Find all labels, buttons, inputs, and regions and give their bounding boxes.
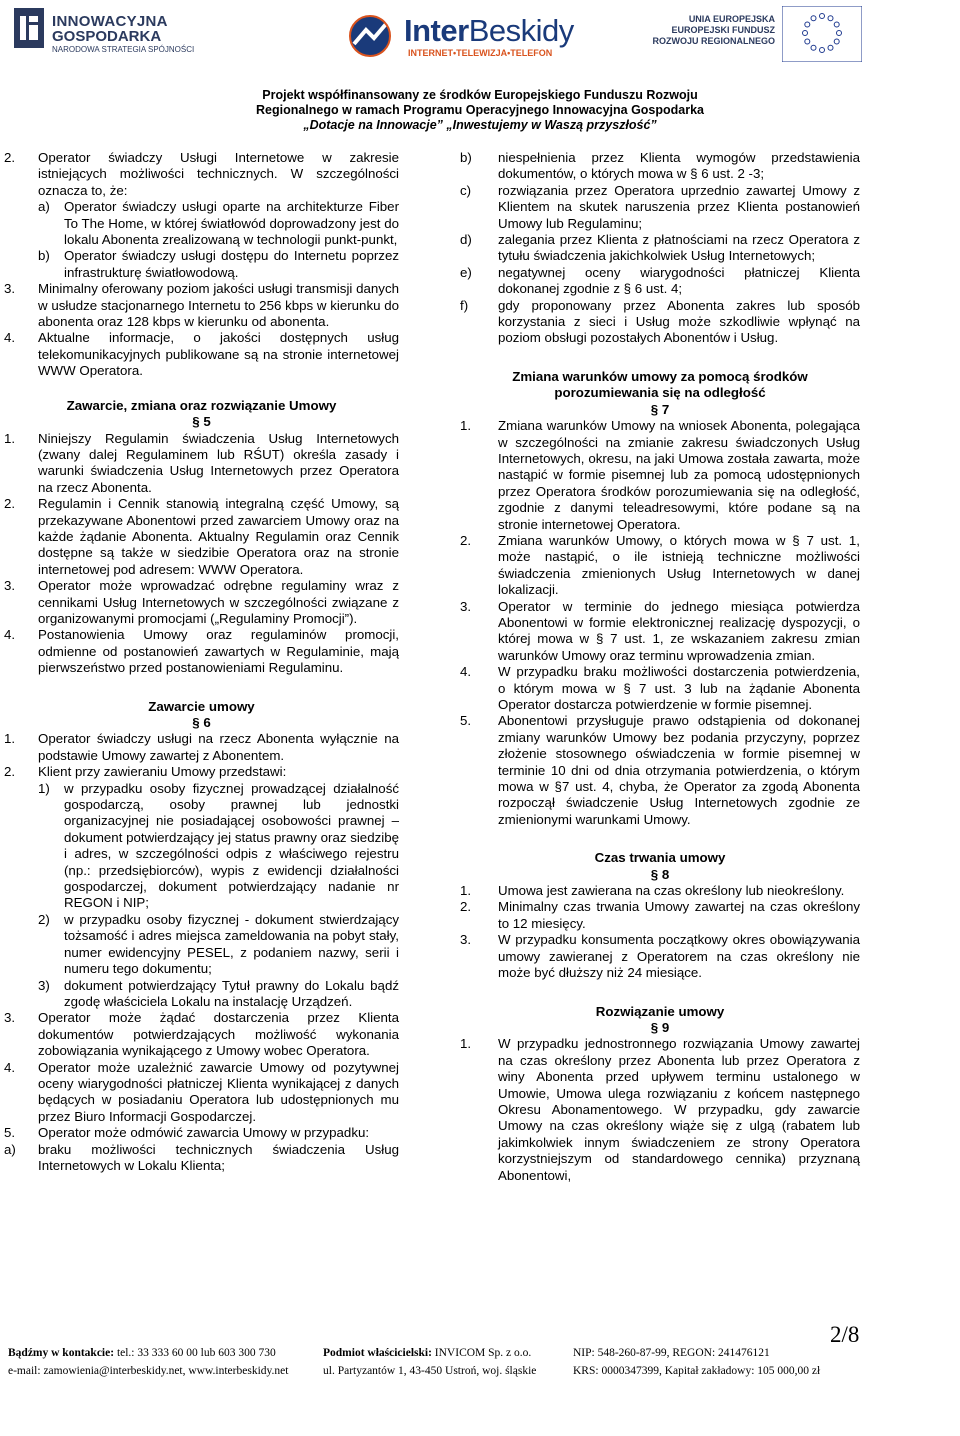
item-letter: d): [460, 232, 472, 248]
eu-line2: EUROPEJSKI FUNDUSZ: [671, 25, 775, 35]
list-item: [4, 1142, 399, 1175]
page-number: 2/8: [830, 1322, 860, 1347]
list-item: [4, 150, 399, 199]
paragraph-sign: § 8: [650, 866, 670, 882]
list-item: [460, 883, 860, 899]
item-number: 4.: [460, 664, 472, 680]
sub-item: [38, 248, 399, 281]
item-text: Zmiana warunków Umowy, o których mowa w § 7 ust. 1, może nastąpić, o ile istnieją techniczne możliwości świadczenia zmienionych Usług Internetowych w danej lokalizacji.: [498, 532, 860, 598]
item-text: Operator może wprowadzać odrębne regulaminy wraz z cennikami Usług Internetowych w szczególności związane z organizowanymi promocjami („Regulaminy Promocji”).: [38, 578, 399, 626]
interbeskidy-tagline: INTERNET•TELEWIZJA•TELEFON: [408, 48, 553, 58]
list-item: [4, 281, 399, 330]
sub-item: [460, 265, 860, 298]
item-text: negatywnej oceny wiarygodności płatniczej Klienta dokonanej zgodnie z § 6 ust. 4;: [498, 264, 860, 297]
item-number: 2.: [4, 150, 16, 165]
sub-item: [460, 183, 860, 232]
ig-line2: GOSPODARKA: [52, 28, 162, 45]
item-number: 2.: [4, 764, 16, 780]
list-item: [4, 1125, 399, 1141]
eu-flag-icon: [782, 6, 862, 62]
item-text: Regulamin i Cennik stanowią integralną część Umowy, są przekazywane Abonentowi przed zawarciem Umowy oraz na każde żądanie Abonenta. Aktualny Regulamin oraz Cennik dostępne są także w siedzibie Operatora oraz na stronie internetowej pod adresem: WWW Operatora.: [38, 496, 399, 577]
list-item: [460, 713, 860, 828]
item-letter: e): [460, 264, 472, 280]
footer-contact-label: Bądźmy w kontakcie:: [8, 1347, 115, 1359]
item-text: w przypadku osoby fizycznej - dokument stwierdzający tożsamość i adres miejsca zameldowania na pobyt stały, numer ewidencyjny PESEL, z podaniem nazwy, serii i numeru tego dokumentu;: [64, 911, 399, 977]
item-text: w przypadku osoby fizycznej prowadzącej działalność gospodarczą, osoby prawnej lub jednostki organizacyjnej nie posiadającej osobowości prawnej – dokument potwierdzający jej status prawny oraz siedzibę i adres, w szczególności odpis z właściwego rejestru (np.: przedsiębiorców), wypis z ewidencji działalności gospodarczej, dokument potwierdzający nadanie nr REGON i NIP;: [64, 780, 399, 911]
ib-name-bold: Inter: [404, 13, 469, 48]
section-heading: Zmiana warunków umowy za pomocą środków porozumiewania się na odległość: [512, 368, 808, 401]
item-text: Klient przy zawieraniu Umowy przedstawi:: [38, 764, 287, 780]
item-text: niespełnienia przez Klienta wymogów przedstawienia dokumentów, o których mowa w § 6 ust. 2 -3;: [498, 150, 860, 182]
item-text: Operator świadczy usługi dostępu do Internetu poprzez infrastrukturę światłowodową.: [64, 248, 399, 280]
list-item: [460, 418, 860, 533]
interbeskidy-logo: [348, 4, 588, 64]
item-number: 3.: [4, 578, 16, 594]
item-letter: c): [460, 182, 472, 198]
item-letter: 1): [38, 780, 50, 796]
eu-line3: ROZWOJU REGIONALNEGO: [652, 36, 775, 46]
item-text: Minimalny oferowany poziom jakości usługi transmisji danych w usłudze stacjonarnego Internetu to 256 kbps w kierunku do abonenta oraz 128 kbps w kierunku od abonenta.: [38, 281, 399, 330]
footer-nip: NIP: 548-260-87-99, REGON: 241476121: [573, 1347, 770, 1359]
page-header: [0, 0, 960, 132]
item-text: Operator może żądać dostarczenia przez Klienta dokumentów potwierdzających możliwość wykonania zobowiązania wynikającego z Umowy wobec Operatora.: [38, 1010, 399, 1059]
item-letter: a): [4, 1141, 16, 1157]
section-heading: Rozwiązanie umowy: [595, 1003, 725, 1019]
list-item: [4, 764, 399, 780]
sub-item: [460, 150, 860, 183]
paragraph-sign: § 5: [192, 414, 211, 430]
ig-line3: NARODOWA STRATEGIA SPÓJNOŚCI: [52, 45, 195, 54]
item-text: dokument potwierdzający Tytuł prawny do Lokalu bądź zgodę właściciela Lokalu na instalację Urządzeń.: [64, 977, 399, 1009]
ig-logo-mark-icon: [14, 8, 44, 48]
item-letter: 3): [38, 977, 50, 993]
item-number: 1.: [4, 731, 16, 747]
item-number: 2.: [4, 496, 16, 512]
footer-krs: KRS: 0000347399, Kapitał zakładowy: 105 000,00 zł: [573, 1365, 821, 1377]
item-number: 4.: [4, 627, 16, 643]
item-text: Minimalny czas trwania Umowy zawartej na czas określony to 12 miesięcy.: [498, 899, 860, 931]
project-cofinancing-note: [0, 88, 960, 133]
item-text: braku możliwości technicznych świadczenia Usług Internetowych w Lokalu Klienta;: [38, 1141, 399, 1173]
right-column: [460, 150, 860, 1184]
item-text: Operator świadczy usługi oparte na architekturze Fiber To The Home, w której światłowód doprowadzony jest do lokalu Abonenta zrealizowaną w technologii punkt-punkt,: [64, 199, 399, 248]
list-item: [4, 1010, 399, 1059]
footer-owner-address: ul. Partyzantów 1, 43-450 Ustroń, woj. śląskie: [323, 1365, 537, 1377]
list-item: [460, 664, 860, 713]
sub-item: [38, 199, 399, 248]
item-letter: a): [38, 199, 50, 215]
item-text: Umowa jest zawierana na czas określony lub nieokreślony.: [498, 883, 845, 899]
section-heading: Zawarcie, zmiana oraz rozwiązanie Umowy: [66, 397, 337, 413]
item-text: Niniejszy Regulamin świadczenia Usług Internetowych (zwany dalej Regulaminem lub RŚUT) określa zasady i warunki świadczenia Usług Internetowych przez Operatora na rzecz Abonenta.: [38, 430, 399, 495]
item-number: 1.: [460, 418, 472, 434]
item-text: gdy proponowany przez Abonenta zakres lub sposób korzystania z sieci i Usług może szkodliwie wpłynąć na poziom obsługi pozostałych Abonentów i Usług.: [498, 297, 860, 346]
list-item: [460, 1036, 860, 1184]
item-text: rozwiązania przez Operatora uprzednio zawartej Umowy z Klientem na skutek naruszenia przez Klienta postanowień Umowy lub Regulaminu;: [498, 182, 860, 231]
footer-owner: [323, 1344, 536, 1380]
list-item: [4, 578, 399, 627]
innowacyjna-gospodarka-logo: [14, 8, 195, 60]
list-item: [4, 330, 399, 379]
item-text: Aktualne informacje, o jakości dostępnych usług telekomunikacyjnych publikowane są na stronie internetowej WWW Operatora.: [38, 330, 399, 379]
item-text: W przypadku jednostronnego rozwiązania Umowy zawartej na czas określony przez Abonenta lub przez Operatora z winy Abonenta przed upływem terminu ustalonego w Umowie, Umowa ulega rozwiązaniu z końcem następnego Okresu Abonamentowego. W przypadku, gdy zawarcie Umowy na czas określony wiąże się z ulgą (rabatem lub jakimkolwiek innym świadczeniem ze strony Operatora korzystniejszym od standardowego cennika) przyznaną Abonentowi,: [498, 1036, 860, 1183]
item-letter: f): [460, 297, 469, 313]
item-number: 2.: [460, 899, 472, 915]
paragraph-sign: § 7: [650, 401, 670, 417]
item-text: Operator może odmówić zawarcia Umowy w przypadku:: [38, 1125, 370, 1141]
section-heading: Zawarcie umowy: [148, 698, 255, 714]
footer-email: e-mail: zamowienia@interbeskidy.net, www.interbeskidy.net: [8, 1365, 289, 1377]
project-line3: „Dotacje na Innowacje” „Inwestujemy w Waszą przyszłość”: [303, 118, 657, 132]
ig-line1: INNOWACYJNA: [52, 13, 168, 30]
item-number: 5.: [4, 1125, 16, 1141]
interbeskidy-mark-icon: [348, 14, 392, 58]
item-text: zalegania przez Klienta z płatnościami na rzecz Operatora z tytułu świadczenia jakichkolwiek Usług Internetowych;: [498, 232, 860, 264]
item-letter: 2): [38, 911, 50, 927]
list-item: [4, 627, 399, 676]
list-item: [4, 496, 399, 578]
sub-item: [38, 781, 399, 912]
item-number: 3.: [460, 932, 472, 948]
eu-logo: [640, 6, 950, 62]
footer-contact: [8, 1344, 288, 1380]
item-text: Operator świadczy Usługi Internetowe w zakresie istniejących możliwości technicznych. W szczególności oznacza to, że:: [38, 150, 399, 198]
item-text: Operator świadczy usługi na rzecz Abonenta wyłącznie na podstawie Umowy zawartej z Abonentem.: [38, 731, 399, 763]
item-number: 2.: [460, 532, 472, 548]
item-text: Abonentowi przysługuje prawo odstąpienia od dokonanej zmiany warunków Umowy bez podania przyczyny, poprzez złożenie stosownego oświadczenia w formie pisemnej w terminie 10 dni od dnia otrzymania potwierdzenia, o którym mowa w §7 ust. 4, chyba, że Operator za zgodą Abonenta rozpoczął świadczenie Usług Internetowych zgodnie ze zmienionymi warunkami Umowy.: [498, 713, 860, 827]
item-number: 3.: [460, 598, 472, 614]
interbeskidy-name: [404, 14, 574, 48]
eu-line1: UNIA EUROPEJSKA: [688, 14, 775, 24]
footer-owner-name: INVICOM Sp. z o.o.: [434, 1347, 532, 1359]
project-line2: Regionalnego w ramach Programu Operacyjnego Innowacyjna Gospodarka: [255, 103, 705, 117]
footer-owner-label: Podmiot właścicielski:: [323, 1347, 432, 1359]
ib-name-regular: Beskidy: [468, 13, 574, 48]
item-text: Postanowienia Umowy oraz regulaminów promocji, odmienne od postanowień zawartych w Regulaminie, mają pierwszeństwo przed postanowieniami Regulaminu.: [38, 627, 399, 676]
list-item: [460, 899, 860, 932]
project-line1: Projekt współfinansowany ze środków Europejskiego Funduszu Rozwoju: [262, 88, 698, 102]
paragraph-sign: § 6: [192, 715, 211, 730]
list-item: [460, 932, 860, 981]
item-text: Operator w terminie do jednego miesiąca potwierdza Abonentowi w formie elektronicznej realizację dyspozycji, o której mowa w § 7 ust. 1, ze wskazaniem zakresu zmian warunków Umowy oraz terminu wprowadzenia zmian.: [498, 598, 860, 663]
paragraph-sign: § 9: [650, 1019, 670, 1035]
list-item: [4, 431, 399, 497]
item-text: W przypadku braku możliwości dostarczenia potwierdzenia, o którym mowa w § 7 ust. 3 lub na żądanie Abonenta Operator dostarcza potwierdzenie w formie pisemnej.: [498, 664, 860, 712]
item-number: 1.: [4, 430, 16, 446]
item-number: 5.: [460, 713, 472, 729]
section-heading: Czas trwania umowy: [594, 850, 726, 866]
left-column: [4, 150, 399, 1174]
item-number: 1.: [460, 883, 472, 899]
item-text: Operator może uzależnić zawarcie Umowy od pozytywnej oceny wiarygodności płatniczej Klienta wynikającej z danych będących w posiadaniu Operatora lub udostępnionych mu przez Biuro Informacji Gospodarczej.: [38, 1059, 399, 1124]
list-item: [460, 599, 860, 665]
list-item: [460, 533, 860, 599]
item-number: 4.: [4, 1059, 16, 1075]
item-number: 3.: [4, 281, 16, 297]
footer-phone: tel.: 33 333 60 00 lub 603 300 730: [116, 1347, 276, 1359]
sub-item: [38, 912, 399, 978]
item-text: Zmiana warunków Umowy na wniosek Abonenta, polegająca w szczególności na zmianie zakresu świadczonych Usług Internetowych, okresu, na jaki Umowa została zawarta, może nastąpić w formie pisemnej lub za pomocą udostępnionych przez Operatora środków porozumiewania się na odległość, zgodnie z danymi teleadresowymi, które podane są na stronie internetowej Operatora.: [498, 418, 860, 532]
sub-item: [38, 978, 399, 1011]
item-letter: b): [38, 248, 50, 264]
sub-item: [460, 232, 860, 265]
item-number: 1.: [460, 1036, 472, 1052]
footer-registry: [573, 1344, 820, 1380]
item-text: W przypadku konsumenta początkowy okres obowiązywania umowy zawieranej z Operatorem na czas określony nie może być dłuższy niż 24 miesiące.: [498, 932, 860, 981]
sub-item: [460, 298, 860, 347]
item-number: 3.: [4, 1010, 16, 1026]
item-number: 4.: [4, 330, 16, 346]
list-item: [4, 731, 399, 764]
eu-text: [640, 14, 775, 47]
list-item: [4, 1060, 399, 1126]
item-letter: b): [460, 150, 472, 165]
